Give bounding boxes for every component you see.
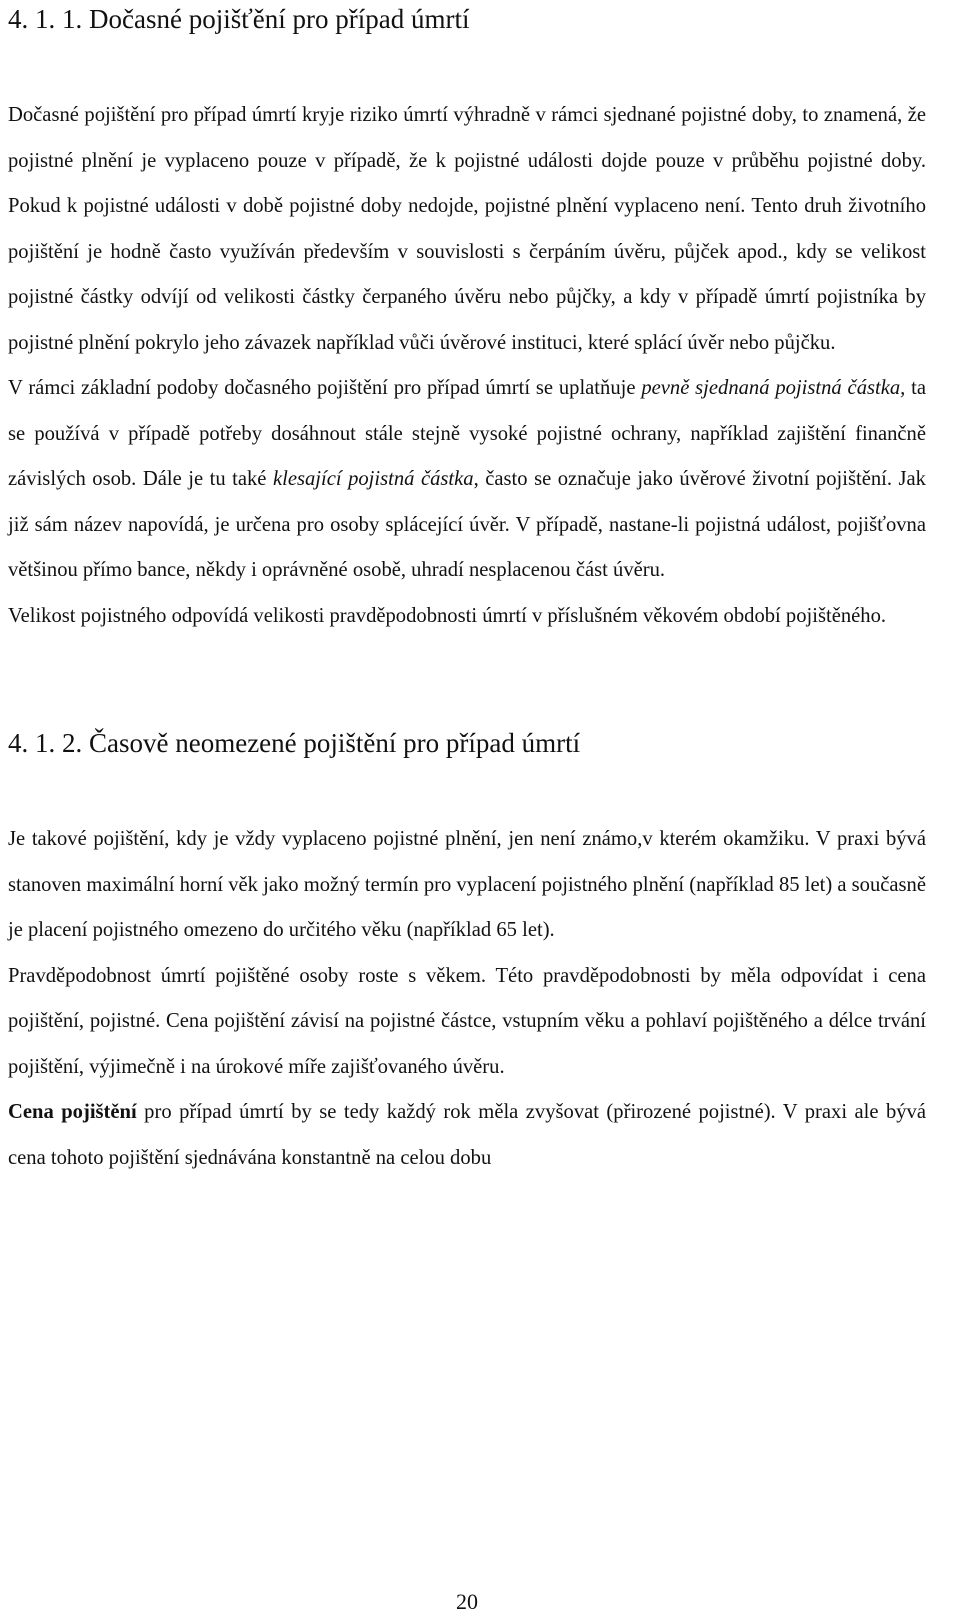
section-heading-4-1-2: 4. 1. 2. Časově neomezené pojištění pro případ úmrtí bbox=[8, 728, 581, 758]
text-run: ta se používá v případě potřeby dosáhnout stále stejně vysoké pojistné ochrany, například zajištění finančně závislých osob. Dále je tu také bbox=[8, 377, 927, 490]
page-number: 20 bbox=[456, 1589, 478, 1614]
italic-term-fixed-sum: pevně sjednaná pojistná částka, bbox=[641, 377, 906, 399]
paragraph-temporary-insurance-definition: Dočasné pojištění pro případ úmrtí kryje riziko úmrtí výhradně v rámci sjednané pojistné doby, to znamená, že pojistné plnění je vyplaceno pouze v případě, že k pojistné události dojde pouze v průběhu pojistné doby. Pokud k pojistné události v době pojistné doby nedojde, pojistné plnění vyplaceno není. Tento druh životního pojištění je hodně často využíván především v souvislosti s čerpáním úvěru, půjček apod., kdy se velikost pojistné částky odvíjí od velikosti částky čerpaného úvěru nebo půjčky, a kdy v případě úmrtí pojistníka by pojistné plnění pokrylo jeho závazek například vůči úvěrové instituci, které splácí úvěr nebo půjčku. bbox=[8, 104, 926, 354]
italic-term-decreasing-sum: klesající pojistná částka bbox=[272, 468, 474, 490]
bold-term-insurance-price: Cena pojištění bbox=[8, 1101, 137, 1123]
document-page bbox=[8, 0, 926, 1181]
text-run: , často se označuje jako úvěrové životní pojištění. Jak již sám název napovídá, je určena pro osoby splácející úvěr. V případě, nastane-li pojistná událost, pojišťovna většinou přímo bance, někdy i oprávněné osobě, uhradí nesplacenou část úvěru. bbox=[8, 468, 926, 581]
text-run: V rámci základní podoby dočasného pojištění pro případ úmrtí se uplatňuje bbox=[8, 377, 642, 399]
paragraph-sum-insured-types bbox=[8, 366, 926, 594]
paragraph-unlimited-insurance-definition: Je takové pojištění, kdy je vždy vyplaceno pojistné plnění, jen není známo,v kterém okamžiku. V praxi bývá stanoven maximální horní věk jako možný termín pro vyplacení pojistného plnění (například 85 let) a současně je placení pojistného omezeno do určitého věku (například 65 let). bbox=[8, 828, 926, 941]
paragraph-insurance-price bbox=[8, 1090, 926, 1181]
paragraph-premium-size: Velikost pojistného odpovídá velikosti pravděpodobnosti úmrtí v příslušném věkovém období pojištěného. bbox=[8, 604, 887, 627]
section-heading-4-1-1: 4. 1. 1. Dočasné pojišťění pro případ úmrtí bbox=[8, 4, 470, 34]
text-run: pro případ úmrtí by se tedy každý rok měla zvyšovat (přirozené pojistné). V praxi ale bývá cena tohoto pojištění sjednávána konstantně na celou dobu bbox=[8, 1101, 926, 1169]
paragraph-probability-and-price: Pravděpodobnost úmrtí pojištěné osoby roste s věkem. Této pravděpodobnosti by měla odpovídat i cena pojištění, pojistné. Cena pojištění závisí na pojistné částce, vstupním věku a pohlaví pojištěného a délce trvání pojištění, výjimečně i na úrokové míře zajišťovaného úvěru. bbox=[8, 964, 926, 1078]
